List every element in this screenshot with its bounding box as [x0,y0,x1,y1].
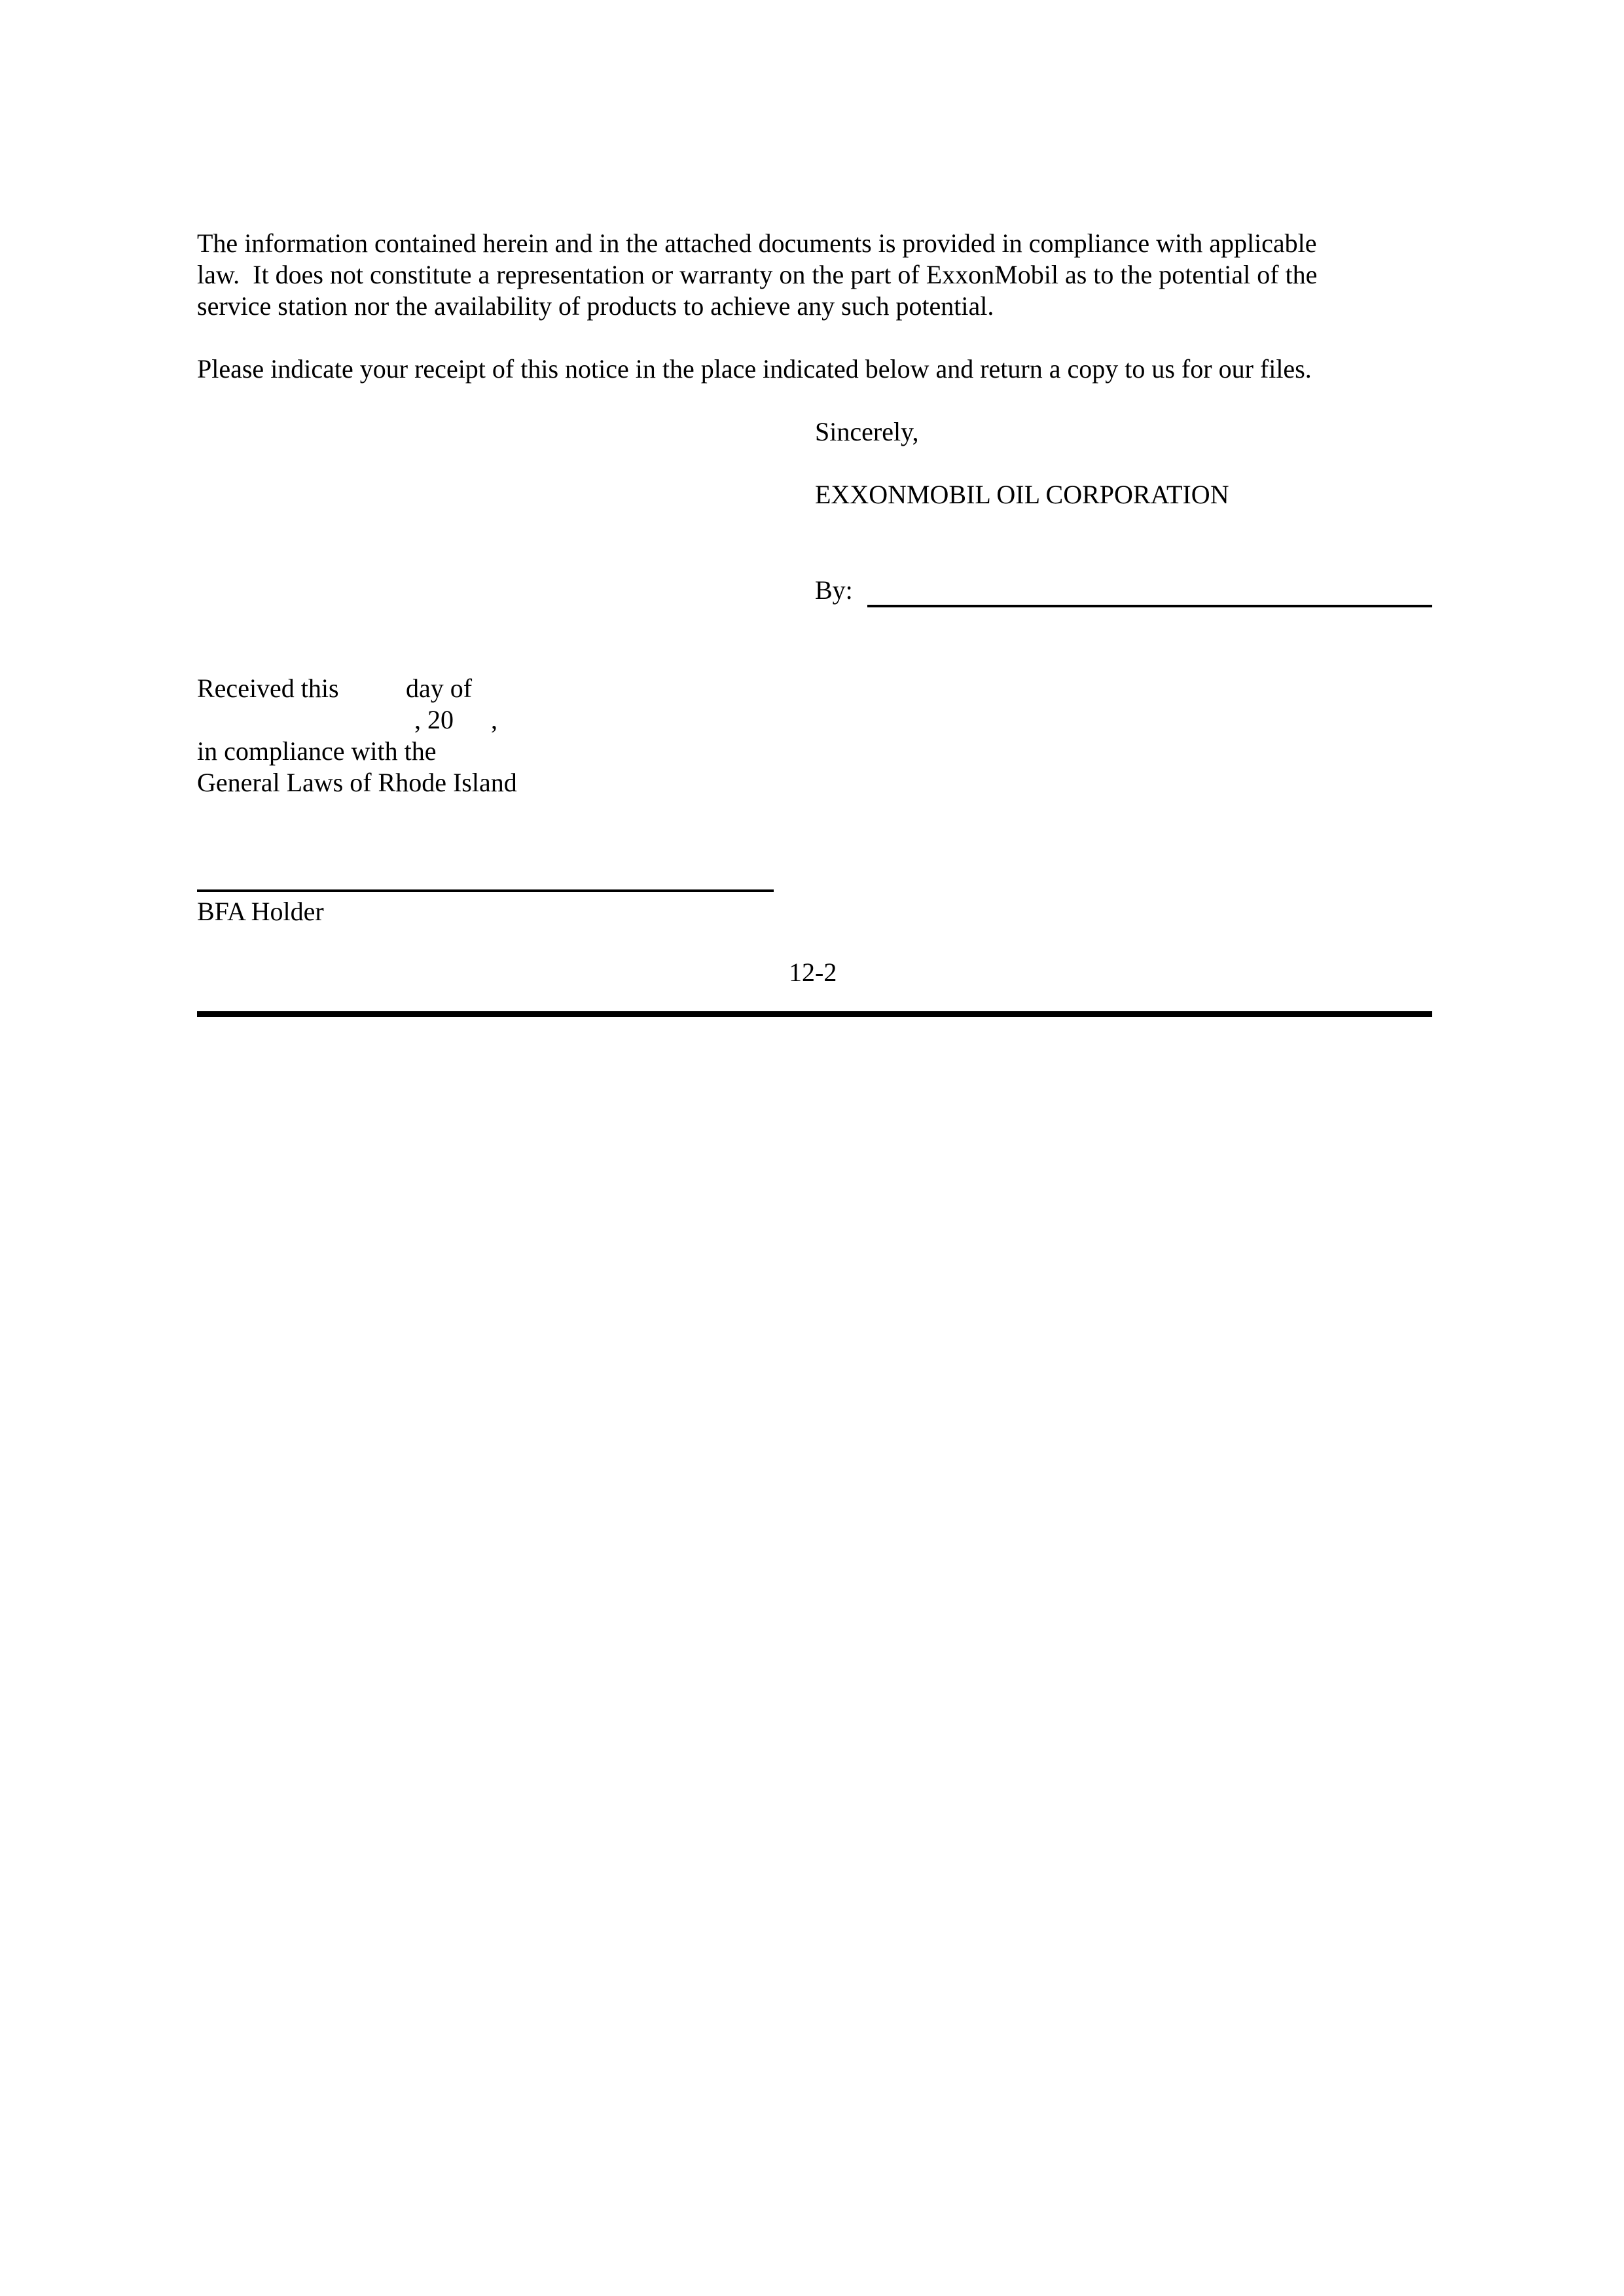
notice-paragraph-1-line-1: The information contained herein and in the attached documents is provided in compliance with applicable [197,228,1317,258]
notice-paragraph-1-line-2: law. It does not constitute a representation or warranty on the part of ExxonMobil as to the potential of the [197,260,1318,289]
holder-signature-line [197,889,774,892]
page-number: 12-2 [789,958,837,987]
general-laws-line: General Laws of Rhode Island [197,768,517,797]
by-label: By: [815,575,853,605]
day-of-text: day of [406,673,473,703]
compliance-line: in compliance with the [197,736,437,766]
footer-rule [197,1011,1432,1017]
notice-paragraph-2: Please indicate your receipt of this notice in the place indicated below and return a copy to us for our files. [197,354,1312,384]
closing-text: Sincerely, [815,417,919,446]
company-name: EXXONMOBIL OIL CORPORATION [815,480,1229,509]
year-suffix-text: , [491,705,497,734]
year-prefix-text: , 20 [414,705,454,734]
received-this-text: Received this [197,673,339,703]
signature-line [867,605,1432,607]
bfa-holder-label: BFA Holder [197,897,324,926]
notice-paragraph-1-line-3: service station nor the availability of products to achieve any such potential. [197,291,994,321]
